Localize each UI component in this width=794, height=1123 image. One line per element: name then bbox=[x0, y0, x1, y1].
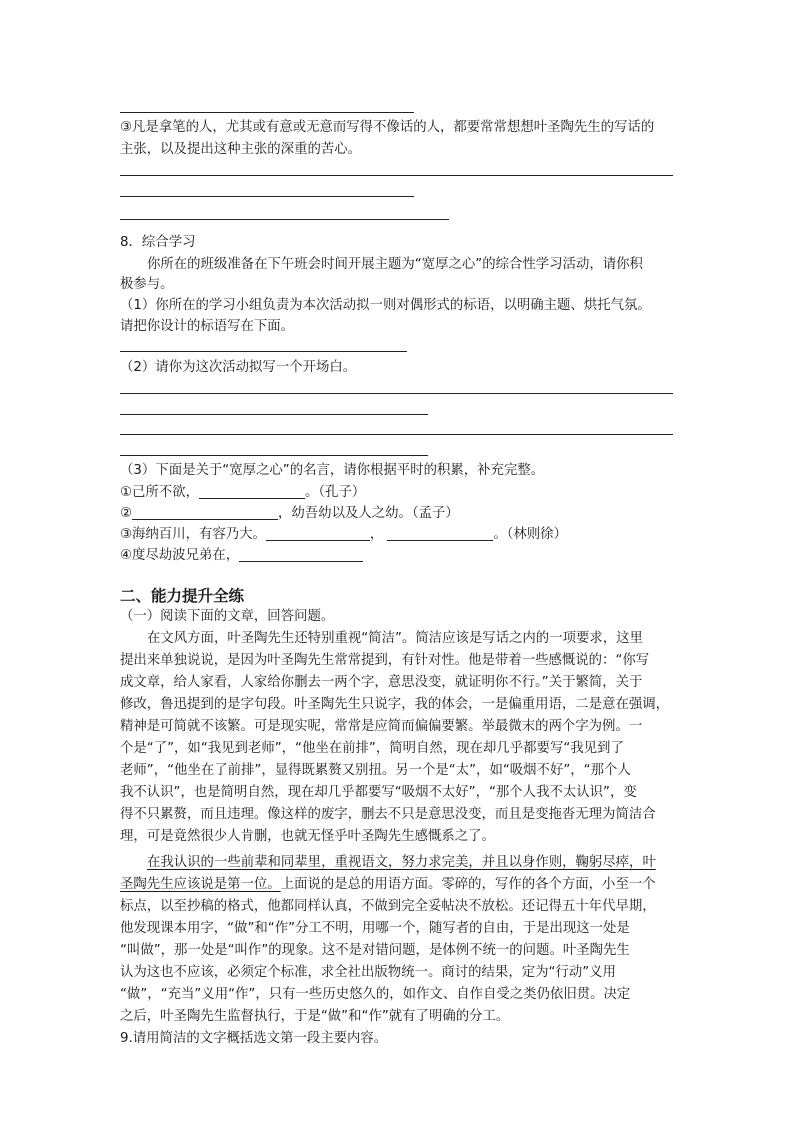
q8-sub1-line1: （1）你所在的学习小组负责为本次活动拟一则对偶形式的标语，以明确主题、烘托气氛。 bbox=[120, 298, 651, 313]
quote-2-start: ② bbox=[120, 506, 133, 521]
paragraph-1-line: 精神是可简就不该繁。可是现实呢，常常是应简而偏偏要繁。举最微末的两个字为例。一 bbox=[120, 719, 643, 734]
reading-instructions: （一）阅读下面的文章，回答问题。 bbox=[120, 609, 335, 624]
paragraph-2-underlined: 圣陶先生应该说是第一位。 bbox=[120, 877, 281, 892]
paragraph-2-line: 认为这也不应该，必须定个标准，求全社出版物统一。商讨的结果，定为“行动”义用 bbox=[120, 965, 616, 980]
fill-blank[interactable] bbox=[266, 525, 370, 541]
paragraph-1-line: 在文风方面，叶圣陶先生还特别重视“简洁”。简洁应该是写话之内的一项要求，这里 bbox=[147, 631, 643, 646]
quote-4 bbox=[120, 545, 363, 567]
quote-3-comma: ， bbox=[369, 527, 384, 542]
answer-line[interactable] bbox=[120, 414, 428, 415]
q7-item3-line2: 主张，以及提出这种主张的深重的苦心。 bbox=[120, 142, 362, 157]
quote-2 bbox=[120, 503, 459, 525]
q7-item3-line1: ③凡是拿笔的人，尤其或有意或无意而写得不像话的人，都要常常想想叶圣陶先生的写话的 bbox=[120, 120, 655, 135]
paragraph-2-line bbox=[120, 874, 656, 896]
paragraph-2-underlined: 在我认识的一些前辈和同辈里，重视语文，努力求完美，并且以身作则，鞠躬尽瘁，叶 bbox=[147, 855, 656, 870]
answer-line[interactable] bbox=[120, 434, 673, 435]
quote-2-end: ，幼吾幼以及人之幼。（孟子） bbox=[278, 506, 459, 521]
q8-intro-line1: 你所在的班级准备在下午班会时间开展主题为“宽厚之心”的综合性学习活动，请你积 bbox=[147, 257, 643, 272]
quote-1-start: ①己所不欲， bbox=[120, 485, 199, 500]
paragraph-2-line: “叫做”，那一处是“叫作”的现象。这不是对错问题，是体例不统一的问题。叶圣陶先生 bbox=[120, 943, 630, 958]
paragraph-2-line: 之后，叶圣陶先生监督执行，于是“做”和“作”就有了明确的分工。 bbox=[120, 1009, 510, 1024]
q8-sub2: （2）请你为这次活动拟写一个开场白。 bbox=[120, 360, 357, 375]
paragraph-1-line: 得不只累赘，而且违理。像这样的废字，删去不只是意思没变，而且是变拖沓无理为简洁合 bbox=[120, 807, 656, 822]
quote-1-end: 。（孔子） bbox=[304, 485, 366, 500]
q8-intro-line2: 极参与。 bbox=[120, 277, 174, 292]
paragraph-1-line: 老师”，“他坐在了前排”，显得既累赘又别扭。另一个是“太”，如“吸烟不好”，“那个人 bbox=[120, 763, 631, 778]
quote-4-start: ④度尽劫波兄弟在， bbox=[120, 548, 240, 563]
answer-line[interactable] bbox=[120, 112, 414, 113]
q8-sub3: （3）下面是关于“宽厚之心”的名言，请你根据平时的积累，补充完整。 bbox=[120, 463, 545, 478]
fill-blank[interactable] bbox=[387, 525, 493, 541]
section-heading: 二、能力提升全练 bbox=[120, 587, 245, 605]
q8-title: 8．综合学习 bbox=[120, 235, 196, 250]
quote-1 bbox=[120, 482, 365, 504]
fill-blank[interactable] bbox=[199, 483, 305, 499]
answer-line[interactable] bbox=[120, 196, 414, 197]
quote-3 bbox=[120, 524, 567, 546]
paragraph-1-line: 理，可是竟然很少人肯删，也就无怪乎叶圣陶先生感慨系之了。 bbox=[120, 829, 495, 844]
answer-line[interactable] bbox=[120, 351, 407, 352]
paragraph-1-line: 成文章，给人家看，人家给你删去一两个字，意思没变，就证明你不行。”关于繁简，关于 bbox=[120, 675, 643, 690]
paragraph-2-line: 他发现课本用字，“做”和“作”分工不明，用哪一个，随写者的自由，于是出现这一处是 bbox=[120, 921, 630, 936]
paragraph-1-line: 提出来单独说说，是因为叶圣陶先生常常提到，有针对性。他是带着一些感慨说的：“你写 bbox=[120, 653, 650, 668]
answer-line[interactable] bbox=[120, 393, 673, 394]
answer-line[interactable] bbox=[120, 175, 673, 176]
fill-blank[interactable] bbox=[239, 546, 363, 562]
paragraph-1-line: 我不认识”，也是简明自然，现在却几乎都要写“吸烟不太好”，“那个人我不太认识”，变 bbox=[120, 785, 637, 800]
paragraph-2-line: 标点，以至抄稿的格式，他都同样认真，不做到完全妥帖决不放松。还记得五十年代早期， bbox=[120, 899, 656, 914]
paragraph-1-line: 个是“了”，如“我见到老师”，“他坐在前排”，简明自然，现在却几乎都要写“我见到了 bbox=[120, 741, 624, 756]
paragraph-2-line: “做”，“充当”义用“作”，只有一些历史悠久的，如作文、自作自受之类仍依旧贯。决定 bbox=[120, 987, 631, 1002]
paragraph-2-text: 上面说的是总的用语方面。零碎的，写作的各个方面，小至一个 bbox=[280, 877, 656, 892]
paragraph-1-line: 修改，鲁迅提到的是字句段。叶圣陶先生只说字，我的体会，一是偏重用语，二是意在强调， bbox=[120, 697, 670, 712]
quote-3-start: ③海纳百川，有容乃大。 bbox=[120, 527, 266, 542]
q8-sub1-line2: 请把你设计的标语写在下面。 bbox=[120, 319, 295, 334]
quote-3-end: 。（林则徐） bbox=[493, 527, 567, 542]
question-9: 9.请用简洁的文字概括选文第一段主要内容。 bbox=[120, 1031, 388, 1046]
answer-line[interactable] bbox=[120, 219, 449, 220]
fill-blank[interactable] bbox=[132, 504, 278, 520]
answer-line[interactable] bbox=[120, 455, 428, 456]
